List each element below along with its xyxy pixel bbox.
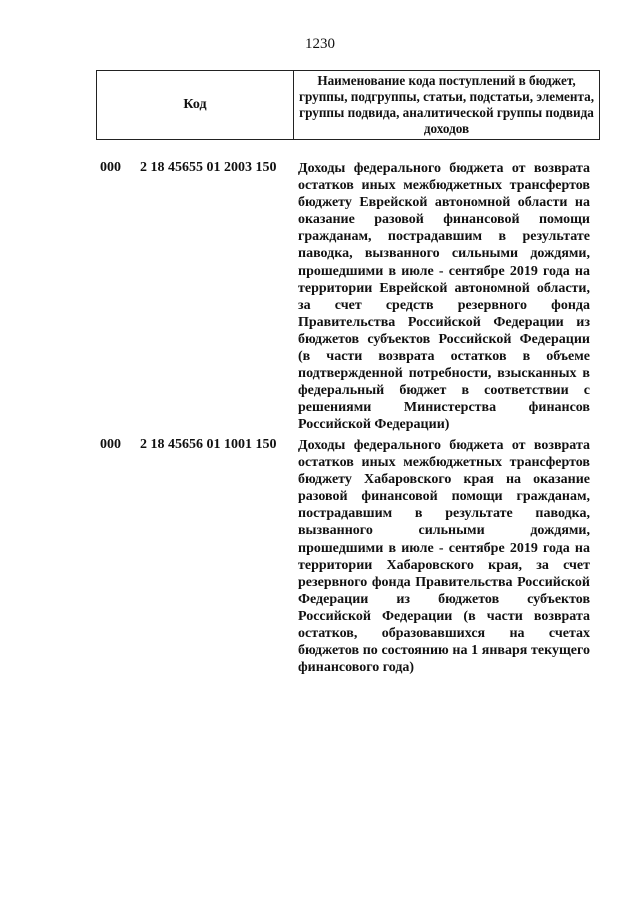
admin-code: 000 — [100, 160, 121, 175]
revenue-code: 2 18 45656 01 1001 150 — [140, 437, 277, 452]
revenue-code: 2 18 45655 01 2003 150 — [140, 160, 277, 175]
page-number: 1230 — [305, 36, 335, 52]
revenue-description: Доходы федерального бюджета от возврата остатков иных межбюджетных трансфертов бюджету Хабаровского края на оказание разовой финансовой помощи гражданам, пострадавшим в результате паводка, вызванного сильными дождями, прошедшими в июле - сентябре 2019 года на территории Хабаровского края, за счет резервного фонда Правительства Российской Федерации из бюджетов субъектов Российской Федерации (в части возврата остатков, образовавшихся на счетах бюджетов по состоянию на 1 января текущего финансового года) — [298, 438, 590, 676]
table-header — [96, 70, 600, 140]
code-column-header: Код — [97, 71, 294, 139]
name-column-header: Наименование кода поступлений в бюджет, группы, подгруппы, статьи, подстатьи, элемента, группы подвида, аналитической группы подвида доходов — [298, 73, 595, 136]
admin-code: 000 — [100, 437, 121, 452]
revenue-description: Доходы федерального бюджета от возврата остатков иных межбюджетных трансфертов бюджету Еврейской автономной области на оказание разовой финансовой помощи гражданам, пострадавшим в результате паводка, вызванного сильными дождями, прошедшими в июле - сентябре 2019 года на территории Еврейской автономной области, за счет средств резервного фонда Правительства Российской Федерации из бюджетов субъектов Российской Федерации (в части возврата остатков в объеме подтвержденной потребности, взысканных в федеральный бюджет в соответствии с решениями Министерства финансов Российской Федерации) — [298, 161, 590, 433]
